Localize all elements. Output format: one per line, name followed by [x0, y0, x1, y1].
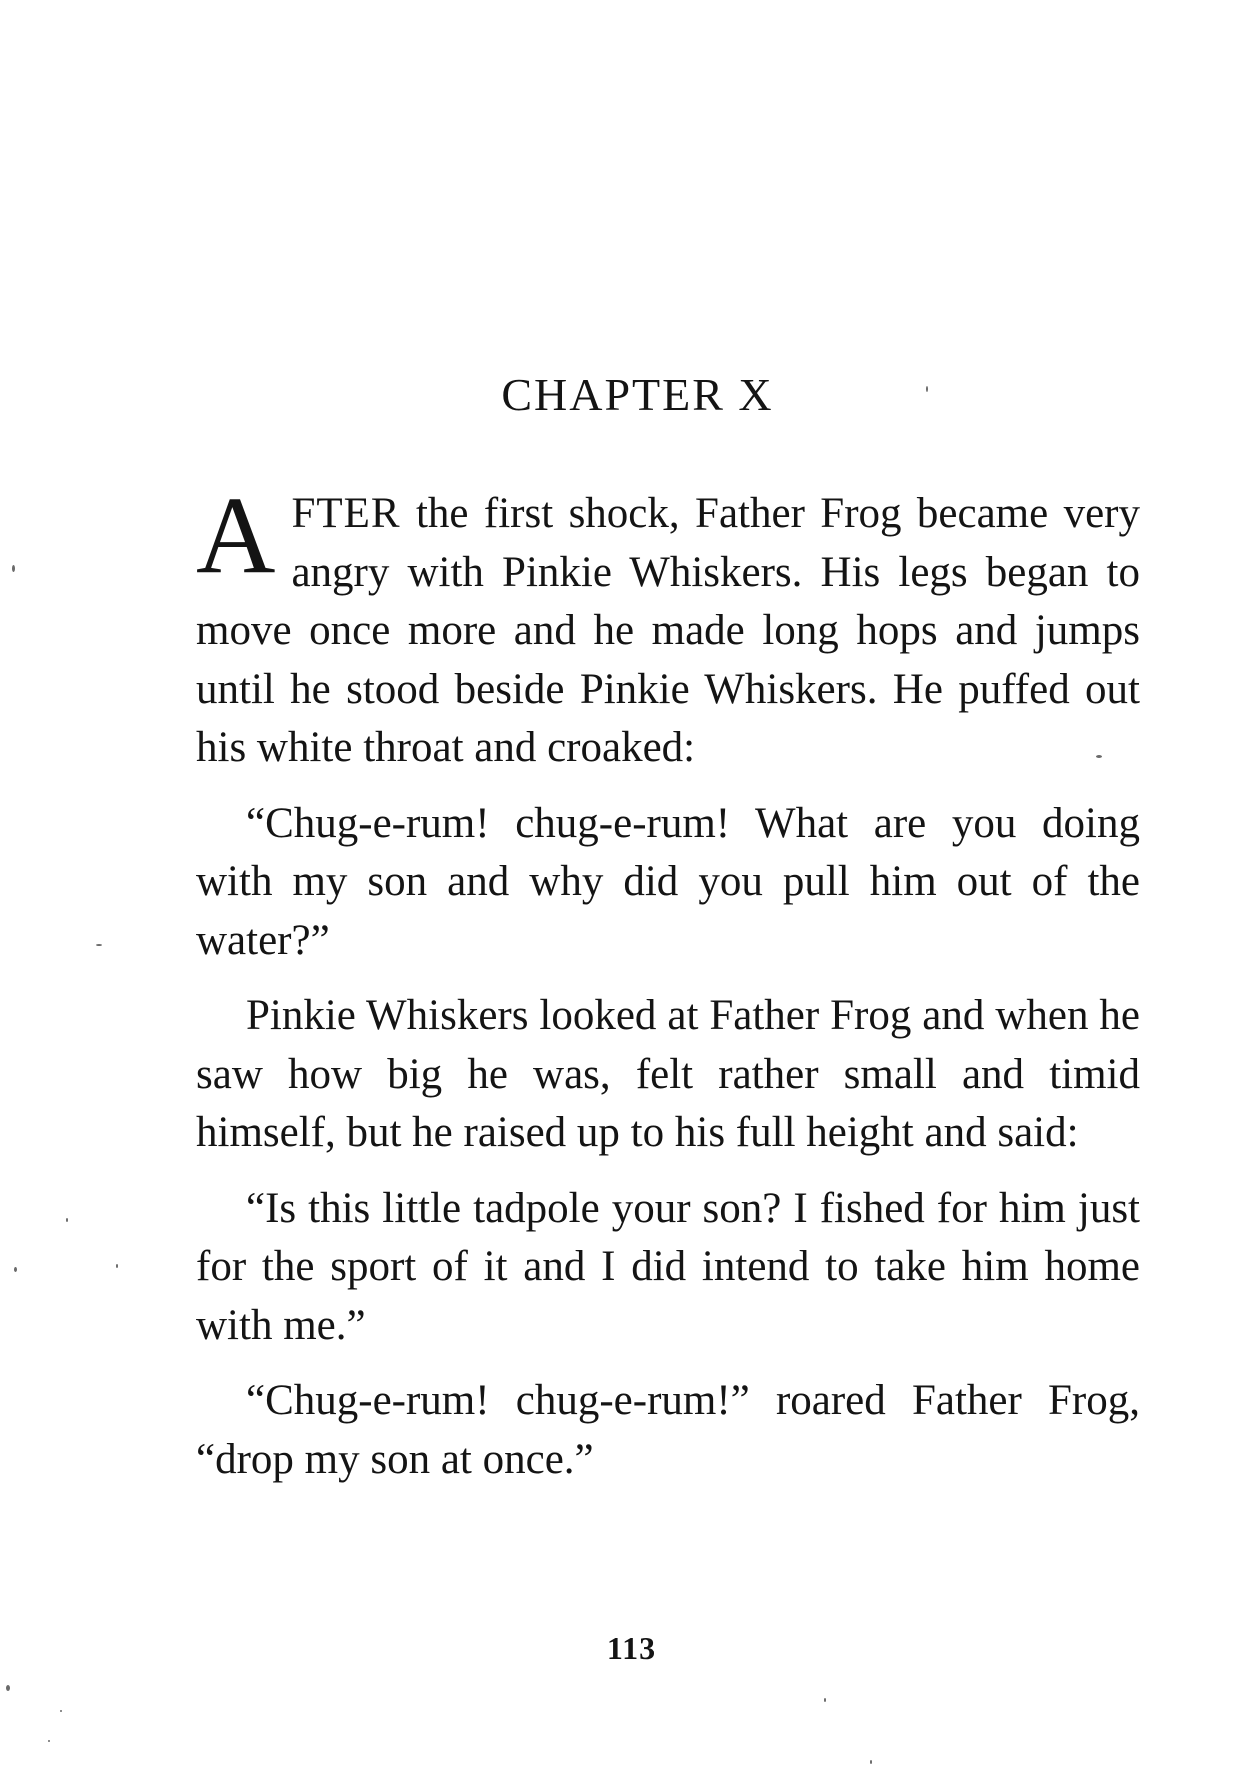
paragraph-text: the first shock, Father Frog became very angry with Pinkie Whiskers. His legs began to move once more and he made long hops and jumps until he stood beside Pinkie Whiskers. He puffed out his white throat and croaked:: [196, 490, 1140, 771]
page-number: 113: [606, 1630, 657, 1666]
paragraph-opening: [196, 474, 1140, 778]
chapter-heading: CHAPTER X: [501, 369, 774, 420]
paragraph-narration-2: Pinkie Whiskers looked at Father Frog and when he saw how big he was, felt rather small and timid himself, but he raised up to his full height and said:: [196, 992, 1140, 1156]
drop-cap-letter: A: [196, 474, 276, 596]
opening-small-caps: FTER: [291, 490, 401, 537]
chapter-body: [196, 474, 1140, 1506]
paragraph-dialogue-3: “Is this little tadpole your son? I fished for him just for the sport of it and I did intend to take him home with me.”: [196, 1184, 1140, 1349]
paragraph-dialogue-4: “Chug-e-rum! chug-e-rum!” roared Father Frog, “drop my son at once.”: [196, 1377, 1140, 1483]
paragraph-dialogue-1: “Chug-e-rum! chug-e-rum! What are you doing with my son and why did you pull him out of the water?”: [196, 799, 1140, 964]
